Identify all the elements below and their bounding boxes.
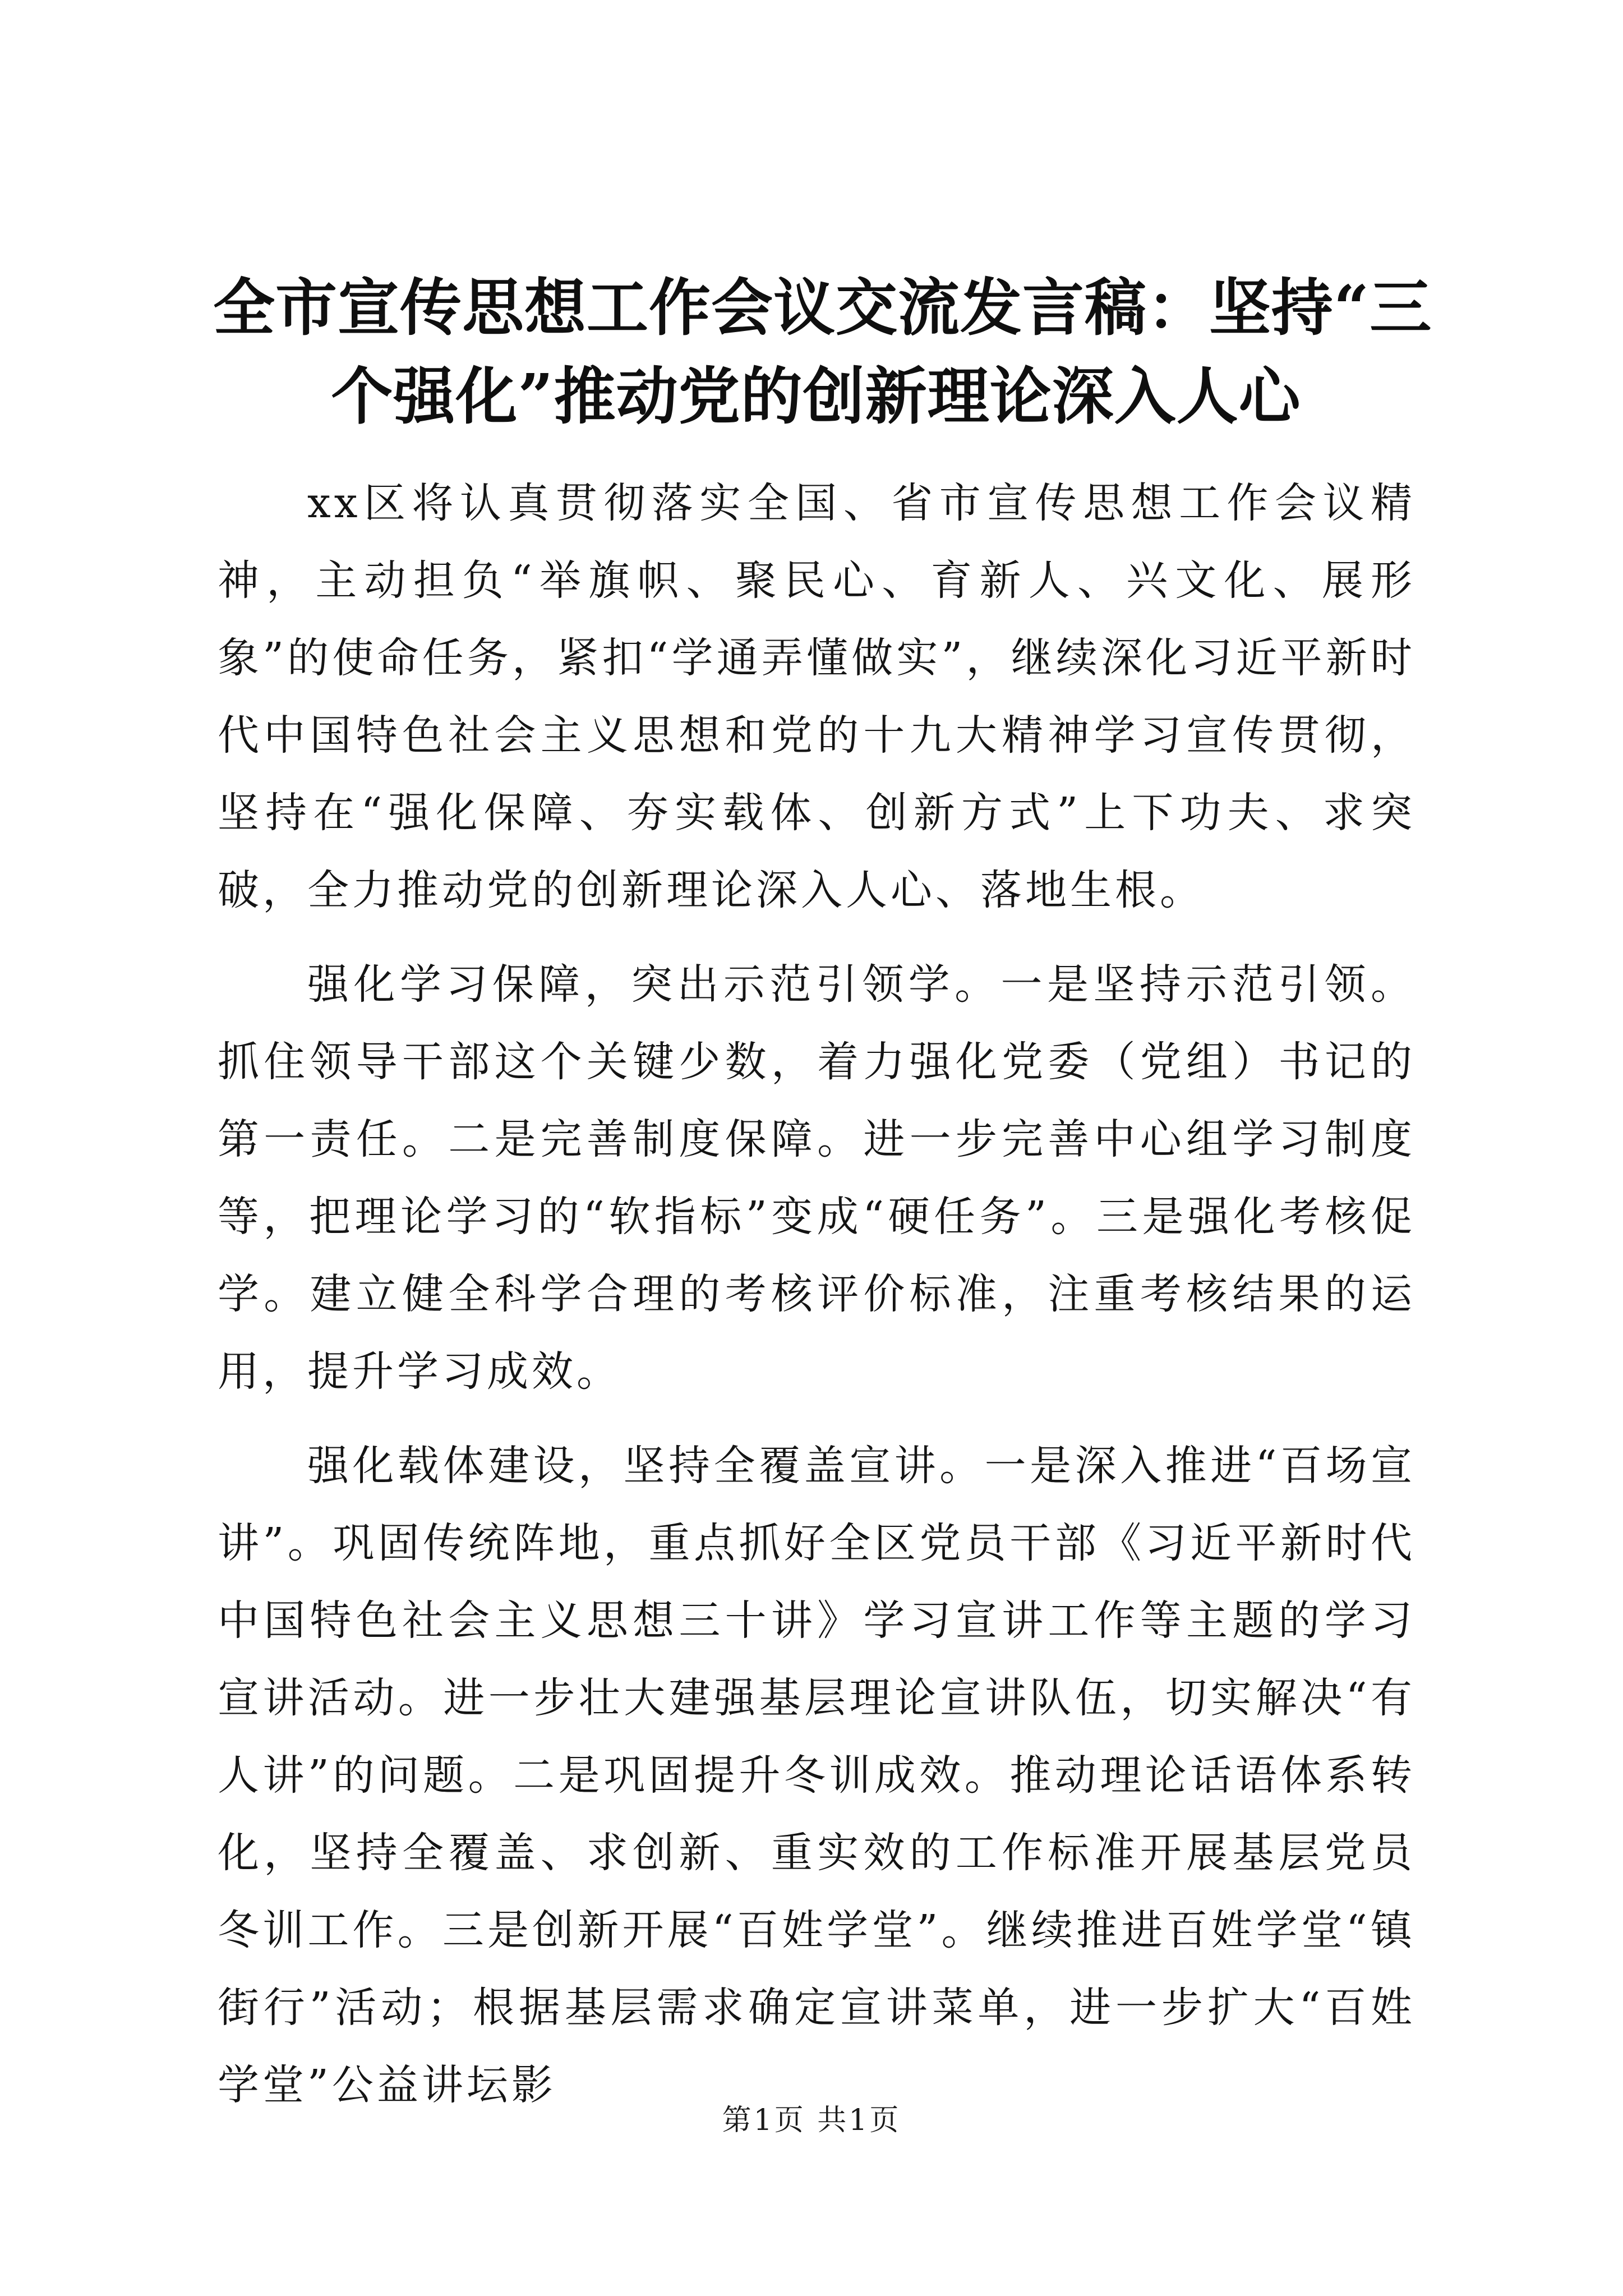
title-line-2: 个强化”推动党的创新理论深入人心 [331,360,1301,432]
paragraph-study-guarantee: 强化学习保障，突出示范引领学。一是坚持示范引领。抓住领导干部这个关键少数，着力强化党委（党组）书记的第一责任。二是完善制度保障。进一步完善中心组学习制度等，把理论学习的“软指标”变成“硬任务”。三是强化考核促学。建立健全科学合理的考核评价标准，注重考核结果的运用，提升学习成效。 [218,960,1415,1396]
paragraph-intro: xx区将认真贯彻落实全国、省市宣传思想工作会议精神，主动担负“举旗帜、聚民心、育新人、兴文化、展形象”的使命任务，紧扣“学通弄懂做实”，继续深化习近平新时代中国特色社会主义思想和党的十九大精神学习宣传贯彻，坚持在“强化保障、夯实载体、创新方式”上下功夫、求突破，全力推动党的创新理论深入人心、落地生根。 [218,479,1415,914]
paragraph-carrier-building: 强化载体建设，坚持全覆盖宣讲。一是深入推进“百场宣讲”。巩固传统阵地，重点抓好全区党员干部《习近平新时代中国特色社会主义思想三十讲》学习宣讲工作等主题的学习宣讲活动。进一步壮大建强基层理论宣讲队伍，切实解决“有人讲”的问题。二是巩固提升冬训成效。推动理论话语体系转化，坚持全覆盖、求创新、重实效的工作标准开展基层党员冬训工作。三是创新开展“百姓学堂”。继续推进百姓学堂“镇街行”活动；根据基层需求确定宣讲菜单，进一步扩大“百姓学堂”公益讲坛影 [218,1442,1415,2109]
title-line-1: 全市宣传思想工作会议交流发言稿：坚持“三 [213,272,1432,344]
document-title [213,264,1432,441]
document-body [218,464,1415,2124]
page-footer: 第1页 共1页 [722,2104,901,2137]
